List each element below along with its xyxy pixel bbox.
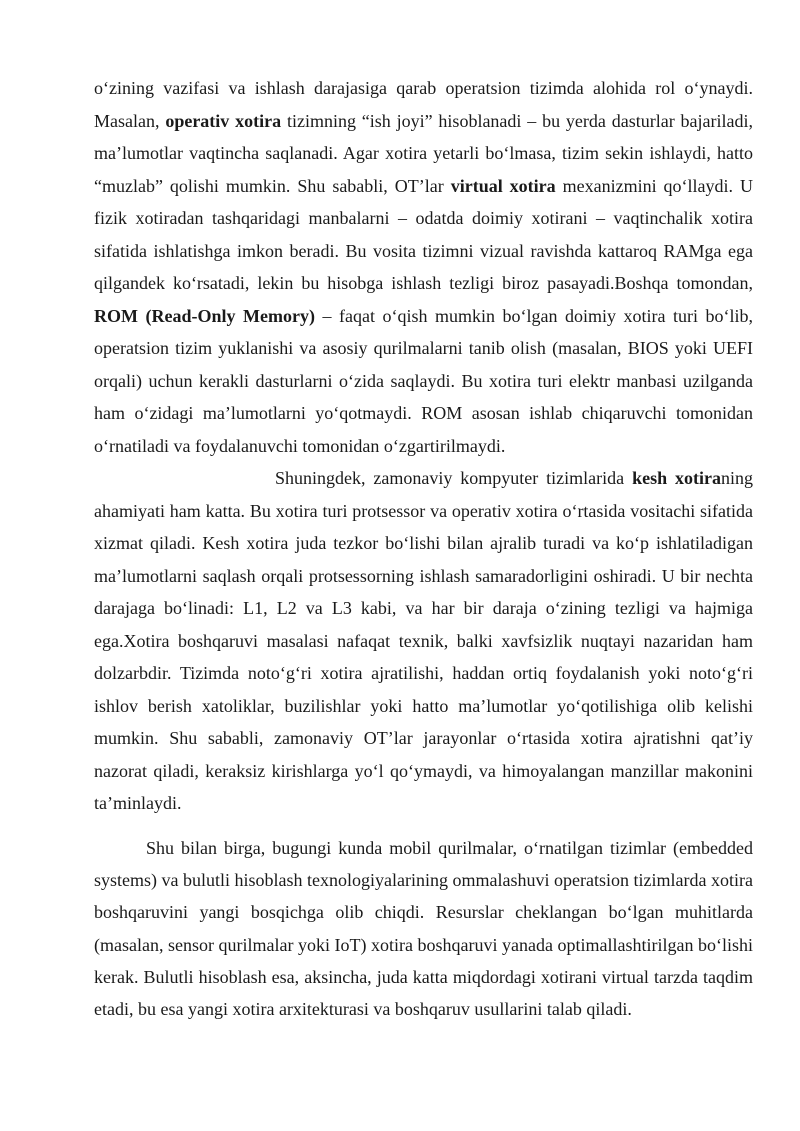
bold-term-operativ-xotira: operativ xotira [165,110,282,131]
body-paragraph-memory-types [94,72,753,820]
paragraph-text: Shu bilan birga, bugungi kunda mobil qurilmalar, o‘rnatilgan tizimlar (embedded systems) va bulutli hisoblash texnologiyalarining ommalashuvi operatsion tizimlarda xotira boshqaruvini yangi bosqichga olib chiqdi. Resurslar cheklangan bo‘lgan muhitlarda (masalan, sensor qurilmalar yoki IoT) xotira boshqaruvi yanada optimallashtirilgan bo‘lishi kerak. Bulutli hisoblash esa, aksincha, juda katta miqdordagi xotirani virtual tarzda taqdim etadi, bu esa yangi xotira arxitekturasi va boshqaruv usullarini talab qiladi. [94,838,753,1020]
bold-term-kesh-xotira: kesh xotira [632,468,721,488]
bold-term-virtual-xotira: virtual xotira [450,175,556,196]
paragraph-text: ning ahamiyati ham katta. Bu xotira turi protsessor va operativ xotira o‘rtasida vositachi sifatida xizmat qiladi. Kesh xotira juda tezkor bo‘lishi bilan ajralib turadi va ko‘p ishlatiladigan ma’lumotlarni saqlash orqali protsessorning ishlash samaradorligini oshiradi. U bir nechta darajaga bo‘linadi: L1, L2 va L3 kabi, va har bir daraja o‘zining tezligi va hajmiga ega.Xotira boshqaruvi masalasi nafaqat texnik, balki xavfsizlik nuqtayi nazaridan ham dolzarbdir. Tizimda noto‘g‘ri xotira ajratilishi, haddan ortiq foydalanish yoki noto‘g‘ri ishlov berish xatoliklar, buzilishlar yoki hatto ma’lumotlar yo‘qotilishiga olib kelishi mumkin. Shu sababli, zamonaviy OT’lar jarayonlar o‘rtasida xotira ajratishni qat’iy nazorat qiladi, keraksiz kirishlarga yo‘l qo‘ymaydi, va himoyalangan manzillar makonini ta’minlaydi. [94,468,753,813]
bold-term-rom: ROM (Read-Only Memory) [94,305,315,326]
paragraph-text: o‘zining vazifasi va ishlash darajasiga qarab operatsion tizimda alohida rol o‘ynaydi. Masalan, [94,78,753,131]
paragraph-text: mexanizmini qo‘llaydi. U fizik xotiradan tashqaridagi manbalarni – odatda doimiy xotirani – vaqtinchalik xotira sifatida ishlatishga imkon beradi. Bu vosita tizimni vizual ravishda kattaroq RAMga ega qilgandek ko‘rsatadi, lekin bu hisobga ishlash tezligi biroz pasayadi.Boshqa tomondan, [94,175,753,293]
body-paragraph-modern-memory [94,832,753,1025]
paragraph-text: tizimning “ish joyi” hisoblanadi – bu yerda dasturlar bajariladi, ma’lumotlar vaqtincha saqlanadi. Agar xotira yetarli bo‘lmasa, tizim sekin ishlaydi, hatto “muzlab” qolishi mumkin. Shu sababli, OT’lar [94,110,753,196]
paragraph-text: – faqat o‘qish mumkin bo‘lgan doimiy xotira turi bo‘lib, operatsion tizim yuklanishi va asosiy qurilmalarni tanib olish (masalan, BIOS yoki UEFI orqali) uchun kerakli dasturlarni o‘zida saqlaydi. Bu xotira turi elektr manbasi uzilganda ham o‘zidagi ma’lumotlarni yo‘qotmaydi. ROM asosan ishlab chiqaruvchi tomonidan o‘rnatiladi va foydalanuvchi tomonidan o‘zgartirilmaydi. [94,305,753,456]
paragraph-text: Shuningdek, zamonaviy kompyuter tizimlarida [275,468,633,488]
